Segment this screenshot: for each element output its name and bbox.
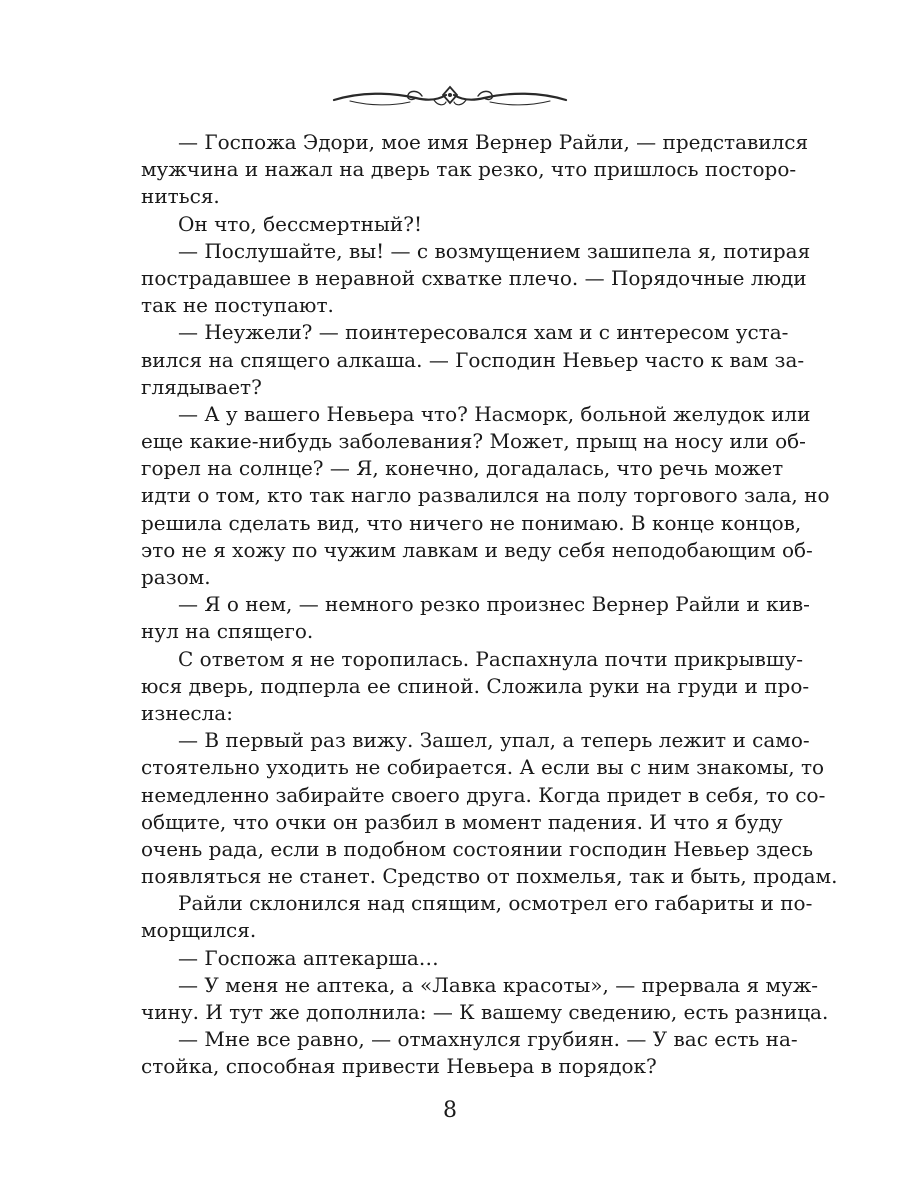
scroll-flourish-icon [330, 82, 570, 112]
text-line: — Неужели? — поинтересовался хам и с интересом уста- [178, 320, 789, 345]
text-line: решила сделать вид, что ничего не понимаю. В конце концов, [141, 510, 802, 535]
text-line: чину. И тут же дополнила: — К вашему сведению, есть разница. [141, 1000, 829, 1024]
text-line: — А у вашего Невьера что? Насморк, больной желудок или [178, 401, 811, 426]
text-line: нул на спящего. [141, 619, 314, 644]
text-line: Райли склонился над спящим, осмотрел его габариты и по- [178, 891, 813, 916]
text-line: так не поступают. [141, 293, 334, 318]
text-line: морщился. [141, 918, 257, 943]
body-text [141, 129, 838, 1081]
text-line: — Мне все равно, — отмахнулся грубиян. — У вас есть на- [178, 1027, 798, 1052]
text-line: пострадавшее в неравной схватке плечо. — Порядочные люди [141, 265, 807, 290]
text-line: очень рада, если в подобном состоянии господин Невьер здесь [141, 836, 813, 861]
text-line: еще какие-нибудь заболевания? Может, прыщ на носу или об- [141, 429, 806, 454]
text-line: Он что, бессмертный?! [178, 211, 423, 236]
text-line: — Госпожа аптекарша… [178, 945, 439, 970]
text-line: глядывает? [141, 374, 262, 399]
text-line: С ответом я не торопилась. Распахнула почти прикрывшу- [178, 646, 804, 671]
text-line: это не я хожу по чужим лавкам и веду себя неподобающим об- [141, 537, 813, 562]
text-line: юся дверь, подперла ее спиной. Сложила руки на груди и про- [141, 673, 810, 698]
text-line: горел на солнце? — Я, конечно, догадалась, что речь может [141, 456, 784, 481]
text-line: вился на спящего алкаша. — Господин Невьер часто к вам за- [141, 347, 805, 372]
page-number: 8 [443, 1098, 457, 1123]
text-line: ниться. [141, 184, 220, 209]
text-line: мужчина и нажал на дверь так резко, что пришлось посторо- [141, 157, 797, 182]
text-line: — Послушайте, вы! — с возмущением зашипела я, потирая [178, 238, 811, 263]
text-line: — В первый раз вижу. Зашел, упал, а теперь лежит и само- [178, 728, 810, 753]
text-line: стойка, способная привести Невьера в порядок? [141, 1054, 657, 1079]
text-line: идти о том, кто так нагло развалился на полу торгового зала, но [141, 483, 830, 508]
text-line: изнесла: [141, 700, 233, 725]
text-line: — Я о нем, — немного резко произнес Вернер Райли и кив- [178, 592, 810, 617]
text-line: общите, что очки он разбил в момент падения. И что я буду [141, 809, 783, 834]
text-line: — Госпожа Эдори, мое имя Вернер Райли, — представился [178, 130, 809, 154]
text-line: разом. [141, 565, 211, 589]
text-line: немедленно забирайте своего друга. Когда придет в себя, то со- [141, 782, 826, 807]
text-line: появляться не станет. Средство от похмелья, так и быть, продам. [141, 864, 838, 889]
text-line: стоятельно уходить не собирается. А если вы с ним знакомы, то [141, 755, 825, 780]
text-line: — У меня не аптека, а «Лавка красоты», — прервала я муж- [178, 972, 819, 997]
